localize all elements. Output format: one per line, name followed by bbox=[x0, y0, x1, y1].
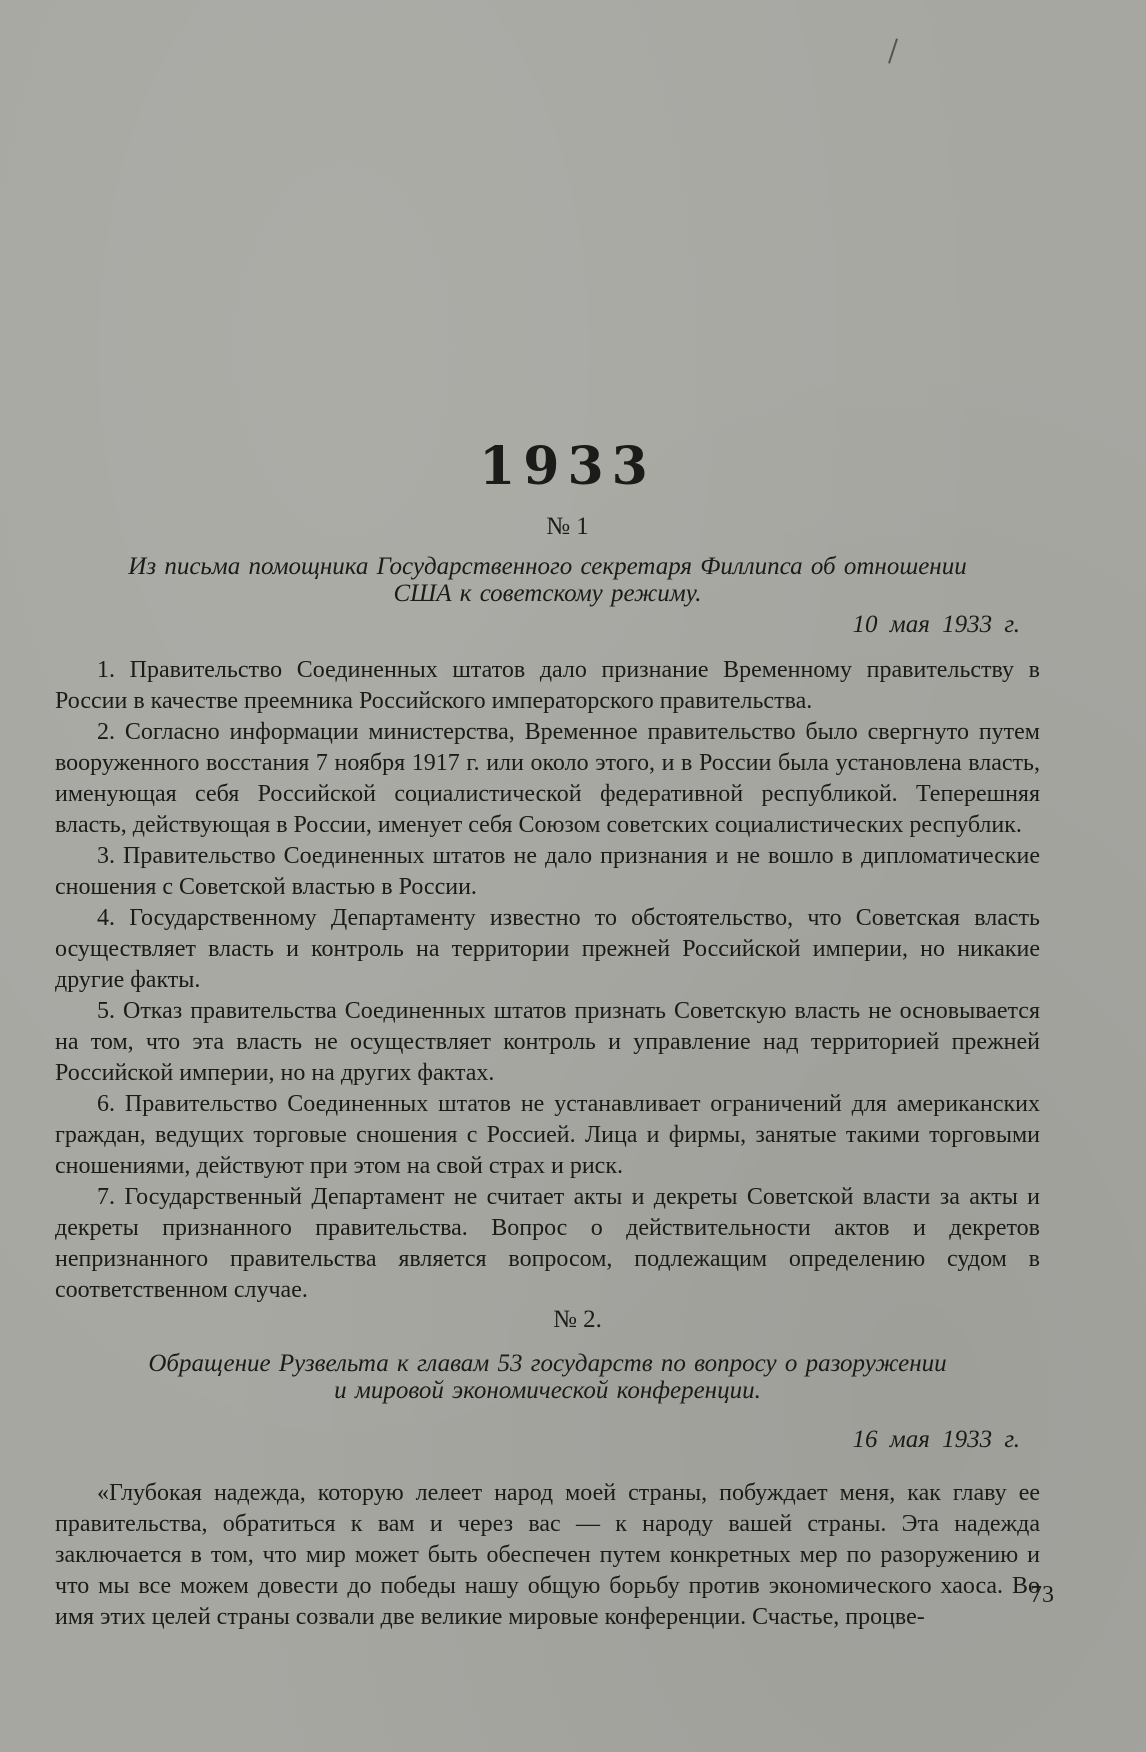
document-2-date: 16 мая 1933 г. bbox=[852, 1426, 1020, 1454]
document-1-date: 10 мая 1933 г. bbox=[852, 611, 1020, 639]
document-1-body bbox=[55, 655, 1040, 1306]
document-1-paragraph-6: 6. Правительство Соединенных штатов не устанавливает ограничений для американских граждан, ведущих торговые сношения с Россией. Лица и фирмы, занятые такими торговыми сношениями, действуют при этом на свой страх и риск. bbox=[55, 1091, 1040, 1180]
document-1-paragraph-3: 3. Правительство Соединенных штатов не дало признания и не вошло в дипломатические сношения с Советской властью в России. bbox=[55, 843, 1040, 901]
document-2-title-line-1: Обращение Рузвельта к главам 53 государств по вопросу о разоружении bbox=[148, 1350, 947, 1378]
page-number: 73 bbox=[1030, 1582, 1054, 1608]
document-2-paragraph-1: «Глубокая надежда, которую лелеет народ моей страны, побуждает меня, как главу ее правительства, обратиться к вам и через вас — к народу вашей страны. Эта надежда заключается в том, что мир может быть обеспечен путем конкретных мер по разоружению и что мы все можем довести до победы нашу общую борьбу против экономического хаоса. Во имя этих целей страны созвали две великие мировые конференции. Счастье, процве- bbox=[55, 1480, 1040, 1631]
document-1-title bbox=[55, 553, 1040, 607]
document-2-title bbox=[55, 1350, 1040, 1404]
document-2-title-line-2: и мировой экономической конференции. bbox=[334, 1377, 761, 1405]
scan-mark bbox=[888, 38, 898, 63]
document-1-title-line-2: США к советскому режиму. bbox=[393, 580, 702, 608]
document-2-body bbox=[55, 1478, 1040, 1633]
document-1-paragraph-5: 5. Отказ правительства Соединенных штатов признать Советскую власть не основывается на том, что эта власть не осуществляет контроль и управление над территорией прежней Российской империи, но на других фактах. bbox=[55, 998, 1040, 1087]
document-1-paragraph-7: 7. Государственный Департамент не считает акты и декреты Советской власти за акты и декреты признанного правительства. Вопрос о действительности актов и декретов непризнанного правительства является вопросом, подлежащим определению судом в соответственном случае. bbox=[55, 1184, 1040, 1304]
document-1-paragraph-4: 4. Государственному Департаменту известно то обстоятельство, что Советская власть осуществляет власть и контроль на территории прежней Российской империи, но никакие другие факты. bbox=[55, 905, 1040, 994]
document-1-number: № 1 bbox=[546, 513, 589, 541]
document-2-number: № 2. bbox=[553, 1306, 602, 1334]
document-1-title-line-1: Из письма помощника Государственного секретаря Филлипса об отношении bbox=[128, 553, 967, 581]
document-1-paragraph-2: 2. Согласно информации министерства, Временное правительство было свергнуто путем вооруженного восстания 7 ноября 1917 г. или около этого, и в России была установлена власть, именующая себя Российской социалистической федеративной республикой. Теперешняя власть, действующая в России, именует себя Союзом советских социалистических республик. bbox=[55, 719, 1040, 839]
document-1-paragraph-1: 1. Правительство Соединенных штатов дало признание Временному правительству в России в качестве преемника Российского императорского правительства. bbox=[55, 657, 1040, 715]
year-heading: 1933 bbox=[479, 436, 656, 497]
page-content bbox=[55, 438, 1040, 1633]
